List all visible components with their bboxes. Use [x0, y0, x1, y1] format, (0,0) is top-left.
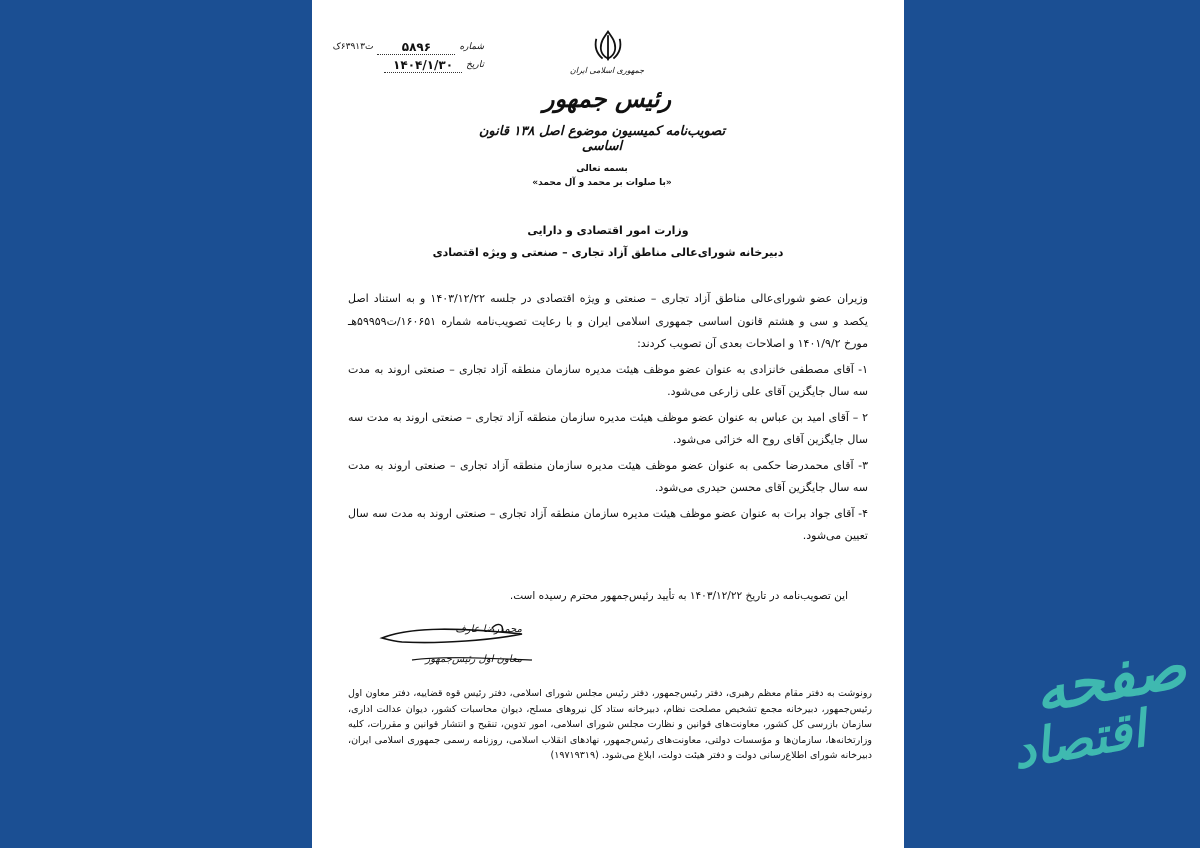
decree-item-1: ۱- آقای مصطفی خانزادی به عنوان عضو موظف هیئت مدیره سازمان منطقه آزاد تجاری – صنعتی اروند به مدت سه سال جایگزین آقای علی زارعی می‌شود.: [348, 362, 868, 398]
addressee-secretariat: دبیرخانه شورای‌عالی مناطق آزاد تجاری – صنعتی و ویژه اقتصادی: [432, 246, 784, 259]
iran-emblem-icon: [590, 28, 626, 64]
addressee-ministry: وزارت امور اقتصادی و دارایی: [527, 224, 689, 237]
signatory-name: محمدرضا عارف: [455, 624, 522, 635]
signatory-title: معاون اول رئیس‌جمهور: [425, 654, 522, 665]
carbon-copy-list: [348, 686, 872, 764]
letter-number-row: [334, 38, 484, 56]
decree-item-3: ۳- آقای محمدرضا حکمی به عنوان عضو موظف هیئت مدیره سازمان منطقه آزاد تجاری – صنعتی اروند به مدت سه سال جایگزین آقای محسن حیدری می‌شود.: [348, 458, 868, 494]
decree-intro: وزیران عضو شورای‌عالی مناطق آزاد تجاری – صنعتی و ویژه اقتصادی در جلسه ۱۴۰۳/۱۲/۲۲ و به استناد اصل یکصد و سی و هشتم قانون اساسی جمهوری اسلامی ایران و با رعایت تصویب‌نامه شماره ۱۶۰۶۵۱/ت۵۹۹۵۹هـ مورخ ۱۴۰۱/۹/۲ و اصلاحات بعدی آن تصویب کردند:: [348, 292, 868, 350]
cc-text: رونوشت به دفتر مقام معظم رهبری، دفتر رئیس‌جمهور، دفتر رئیس مجلس شورای اسلامی، دفتر رئیس قوه قضاییه، دفتر معاون اول رئیس‌جمهور، دبیرخانه مجمع تشخیص مصلحت نظام، دبیرخانه ستاد کل نیروهای مسلح، دیوان محاسبات کشور، دیوان عدالت اداری، سازمان بازرسی کل کشور، معاونت‌های قوانین و نظارت مجلس شورای اسلامی، امور تدوین، تنقیح و انتشار قوانین و مقررات، کلیه وزارتخانه‌ها، سازمان‌ها و مؤسسات دولتی، معاونت‌های رئیس‌جمهور، نهادهای انقلاب اسلامی، روزنامه رسمی جمهوری اسلامی ایران، دبیرخانه شورای اطلاع‌رسانی دولت و دفتر هیئت دولت، ابلاغ می‌شود.: [348, 688, 872, 761]
number-value: ۵۸۹۶: [377, 40, 455, 55]
document-page: [312, 0, 904, 848]
cc-code: (۱۹۷۱۹۳۱۹): [550, 750, 599, 761]
watermark-word-1: صفحه: [1028, 631, 1191, 727]
number-label: شماره: [459, 42, 484, 52]
salawat: «با صلوات بر محمد و آل محمد»: [532, 178, 672, 188]
decree-body: [348, 288, 868, 548]
president-title: رئیس جمهور: [542, 84, 672, 113]
bismillah: بسمه تعالی: [576, 164, 628, 174]
watermark-logo: [924, 631, 1194, 840]
decree-item-4: ۴- آقای جواد برات به عنوان عضو موظف هیئت مدیره سازمان منطقه آزاد تجاری – صنعتی اروند به مدت سه سال تعیین می‌شود.: [348, 506, 868, 542]
watermark-word-2: اقتصاد: [1008, 698, 1151, 781]
decree-item-2: ۲ – آقای امید بن عباس به عنوان عضو موظف هیئت مدیره سازمان منطقه آزاد تجاری – صنعتی اروند به مدت سه سال جایگزین آقای روح اله خزائی می‌شود.: [348, 410, 868, 446]
letter-meta: [334, 38, 484, 74]
letter-date-row: [334, 56, 484, 74]
date-label: تاریخ: [466, 60, 484, 70]
commission-title: تصویب‌نامه کمیسیون موضوع اصل ۱۳۸ قانون اساسی: [478, 124, 726, 154]
republic-title: جمهوری اسلامی ایران: [569, 66, 645, 75]
date-value: ۱۴۰۴/۱/۳۰: [384, 58, 462, 73]
decree-closing: این تصویب‌نامه در تاریخ ۱۴۰۳/۱۲/۲۲ به تأیید رئیس‌جمهور محترم رسیده است.: [509, 590, 848, 602]
number-extra: ت۶۳۹۱۳ک: [332, 42, 374, 52]
